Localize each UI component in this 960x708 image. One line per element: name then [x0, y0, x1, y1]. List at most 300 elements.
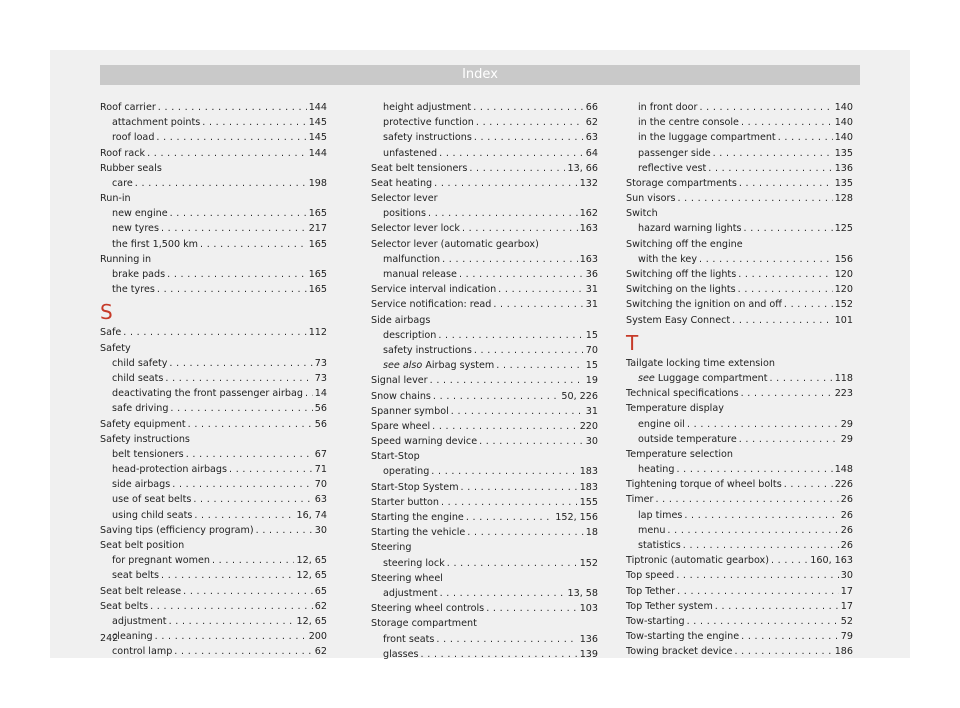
index-entry [626, 629, 853, 644]
entry-page-ref: 183 [579, 466, 598, 478]
entry-term: Tightening torque of wheel bolts [626, 479, 782, 491]
index-subentry [626, 115, 853, 130]
dot-leader [169, 614, 295, 629]
index-subentry [626, 130, 853, 145]
index-entry [371, 313, 598, 328]
index-entry [371, 282, 598, 297]
index-entry [371, 480, 598, 495]
entry-page-ref: 36 [585, 269, 598, 281]
index-entry [371, 237, 598, 252]
index-subentry [371, 100, 598, 115]
entry-term: Tow-starting [626, 615, 685, 627]
entry-page-ref: 79 [840, 631, 853, 643]
entry-term: System Easy Connect [626, 314, 731, 326]
entry-page-ref: 148 [834, 464, 853, 476]
entry-term: control lamp [112, 646, 173, 658]
index-subentry [626, 432, 853, 447]
entry-page-ref: 183 [579, 481, 598, 493]
entry-term: Spanner symbol [371, 405, 449, 417]
entry-term: Running in [100, 253, 152, 265]
index-subentry [371, 586, 598, 601]
entry-term: Seat belt release [100, 585, 182, 597]
dot-leader [687, 614, 839, 629]
index-subentry [371, 358, 598, 373]
dot-leader [708, 161, 832, 176]
index-entry [371, 571, 598, 586]
index-entry [371, 222, 598, 237]
entry-page-ref: 140 [834, 101, 853, 113]
index-subentry [626, 146, 853, 161]
index-entry [371, 495, 598, 510]
dot-leader [676, 462, 832, 477]
entry-term: glasses [383, 648, 419, 660]
entry-page-ref: 26 [840, 509, 853, 521]
entry-term: new tyres [112, 223, 159, 235]
entry-page-ref: 13, 66 [567, 162, 598, 174]
dot-leader [738, 282, 833, 297]
entry-page-ref: 118 [834, 372, 853, 384]
dot-leader [741, 629, 839, 644]
dot-leader [150, 599, 313, 614]
entry-page-ref: 223 [834, 388, 853, 400]
index-entry [100, 252, 327, 267]
index-subentry [371, 556, 598, 571]
index-subentry [100, 493, 327, 508]
index-subentry [100, 644, 327, 659]
entry-page-ref: 26 [840, 494, 853, 506]
manual-page [50, 50, 910, 658]
entry-page-ref: 128 [834, 193, 853, 205]
index-column-2 [371, 100, 598, 662]
entry-page-ref: 145 [308, 117, 327, 129]
page-header [100, 65, 860, 85]
index-entry [626, 477, 853, 492]
index-subentry [100, 371, 327, 386]
entry-page-ref: 70 [314, 479, 327, 491]
dot-leader [194, 508, 294, 523]
entry-term: Tiptronic (automatic gearbox) [626, 555, 769, 567]
index-subentry [626, 371, 853, 386]
dot-leader [713, 146, 833, 161]
entry-page-ref: 66 [585, 101, 598, 113]
entry-term: Timer [626, 494, 654, 506]
entry-term: Seat belt tensioners [371, 162, 468, 174]
entry-page-ref: 18 [585, 527, 598, 539]
index-subentry [100, 447, 327, 462]
dot-leader [683, 538, 839, 553]
index-subentry [100, 401, 327, 416]
entry-page-ref: 144 [308, 147, 327, 159]
index-subentry [100, 267, 327, 282]
entry-page-ref: 71 [314, 464, 327, 476]
entry-page-ref: 65 [314, 585, 327, 597]
index-subentry [626, 252, 853, 267]
entry-term: protective function [383, 117, 474, 129]
entry-page-ref: 101 [834, 314, 853, 326]
dot-leader [186, 447, 313, 462]
entry-page-ref: 30 [585, 436, 598, 448]
entry-term: lap times [638, 509, 683, 521]
entry-term: safe driving [112, 403, 169, 415]
entry-page-ref: 70 [585, 344, 598, 356]
entry-page-ref: 140 [834, 132, 853, 144]
dot-leader [169, 356, 312, 371]
dot-leader [684, 508, 838, 523]
index-subentry [371, 328, 598, 343]
index-entry [100, 599, 327, 614]
entry-term: child seats [112, 372, 164, 384]
entry-term: Selector lever (automatic gearbox) [371, 238, 539, 250]
entry-page-ref: 16, 74 [296, 509, 327, 521]
entry-term: Top Tether [626, 585, 676, 597]
entry-term: side airbags [112, 479, 171, 491]
dot-leader [741, 386, 833, 401]
index-entry [626, 206, 853, 221]
index-subentry [626, 508, 853, 523]
entry-term: height adjustment [383, 101, 472, 113]
entry-term: Top Tether system [626, 600, 713, 612]
index-entry [371, 540, 598, 555]
entry-page-ref: 14 [314, 388, 327, 400]
index-letter-heading: S [100, 300, 113, 325]
index-subentry [100, 206, 327, 221]
entry-term: malfunction [383, 253, 441, 265]
entry-page-ref: 160, 163 [810, 555, 853, 567]
index-entry [100, 417, 327, 432]
index-subentry [626, 523, 853, 538]
index-entry [371, 404, 598, 419]
entry-term: belt tensioners [112, 448, 184, 460]
entry-page-ref: 135 [834, 177, 853, 189]
dot-leader [655, 492, 838, 507]
entry-page-ref: 50, 226 [561, 390, 598, 402]
dot-leader [476, 115, 584, 130]
entry-page-ref: 165 [308, 269, 327, 281]
entry-page-ref: 156 [834, 253, 853, 265]
dot-leader [170, 206, 307, 221]
dot-leader [741, 115, 833, 130]
entry-term: Start-Stop System [371, 481, 459, 493]
index-subentry [100, 282, 327, 297]
index-subentry [626, 100, 853, 115]
entry-page-ref: 73 [314, 372, 327, 384]
entry-page-ref: 120 [834, 269, 853, 281]
entry-page-ref: 62 [314, 646, 327, 658]
entry-term: engine oil [638, 418, 685, 430]
entry-term: manual release [383, 269, 457, 281]
entry-term: in the centre console [638, 117, 739, 129]
entry-term: Switching the ignition on and off [626, 299, 782, 311]
index-subentry [626, 161, 853, 176]
dot-leader [442, 252, 578, 267]
dot-leader [769, 371, 832, 386]
entry-term: Signal lever [371, 375, 428, 387]
entry-page-ref: 155 [579, 496, 598, 508]
index-entry [100, 161, 327, 176]
entry-page-ref: 15 [585, 329, 598, 341]
entry-term: Run-in [100, 193, 131, 205]
entry-page-ref: 136 [834, 162, 853, 174]
index-subentry [371, 647, 598, 662]
index-entry [371, 525, 598, 540]
dot-leader [784, 477, 833, 492]
entry-term: safety instructions [383, 132, 472, 144]
entry-term: new engine [112, 208, 168, 220]
dot-leader [479, 434, 584, 449]
dot-leader [699, 100, 832, 115]
index-subentry [100, 115, 327, 130]
index-entry [626, 191, 853, 206]
entry-page-ref: 31 [585, 299, 598, 311]
entry-term: Temperature selection [626, 448, 733, 460]
entry-term: hazard warning lights [638, 223, 742, 235]
entry-term: Steering wheel controls [371, 603, 485, 615]
index-entry [626, 614, 853, 629]
entry-term: cleaning [112, 631, 153, 643]
entry-page-ref: 139 [579, 648, 598, 660]
dot-leader [123, 325, 306, 340]
dot-leader [699, 252, 833, 267]
index-entry [626, 644, 853, 659]
dot-leader [431, 464, 577, 479]
entry-term: adjustment [112, 615, 167, 627]
entry-term: the first 1,500 km [112, 238, 199, 250]
entry-term: outside temperature [638, 433, 737, 445]
index-entry [100, 523, 327, 538]
entry-term: Snow chains [371, 390, 431, 402]
index-entry [100, 432, 327, 447]
entry-term: reflective vest [638, 162, 707, 174]
index-entry [100, 146, 327, 161]
dot-leader [469, 161, 565, 176]
entry-page-ref: 56 [314, 418, 327, 430]
index-subentry [100, 130, 327, 145]
entry-page-ref: 30 [840, 570, 853, 582]
entry-term: Tow-starting the engine [626, 631, 740, 643]
index-subentry [100, 553, 327, 568]
dot-leader [436, 632, 577, 647]
dot-leader [172, 477, 313, 492]
entry-page-ref: 136 [579, 633, 598, 645]
dot-leader [732, 313, 833, 328]
dot-leader [170, 401, 312, 416]
entry-term: Service interval indication [371, 284, 497, 296]
entry-term: Seat belts [100, 600, 149, 612]
entry-page-ref: 165 [308, 284, 327, 296]
entry-page-ref: 12, 65 [296, 615, 327, 627]
entry-term: roof load [112, 132, 155, 144]
entry-page-ref: 132 [579, 177, 598, 189]
dot-leader [739, 432, 839, 447]
entry-page-ref: 125 [834, 223, 853, 235]
index-entry [100, 100, 327, 115]
index-subentry [100, 222, 327, 237]
dot-leader [467, 525, 583, 540]
index-entry [371, 510, 598, 525]
entry-term: Safety equipment [100, 418, 186, 430]
entry-page-ref: 162 [579, 208, 598, 220]
dot-leader [459, 267, 584, 282]
entry-page-ref: 220 [579, 420, 598, 432]
dot-leader [451, 404, 584, 419]
entry-page-ref: 12, 65 [296, 570, 327, 582]
entry-term: Safety instructions [100, 433, 190, 445]
entry-page-ref: 112 [308, 327, 327, 339]
dot-leader [778, 130, 833, 145]
entry-term: see Luggage compartment [638, 372, 768, 384]
index-entry [626, 401, 853, 416]
index-subentry [371, 206, 598, 221]
page-title: Index [462, 67, 498, 82]
dot-leader [305, 386, 313, 401]
index-subentry [626, 462, 853, 477]
index-subentry [371, 465, 598, 480]
entry-term: for pregnant women [112, 555, 210, 567]
index-entry [626, 447, 853, 462]
index-entry [100, 538, 327, 553]
entry-term: Towing bracket device [626, 646, 733, 658]
entry-term: Roof carrier [100, 101, 156, 113]
entry-page-ref: 163 [579, 253, 598, 265]
entry-page-ref: 144 [308, 101, 327, 113]
dot-leader [739, 176, 833, 191]
index-entry [626, 553, 853, 568]
index-entry [626, 493, 853, 508]
dot-leader [498, 282, 584, 297]
entry-page-ref: 31 [585, 405, 598, 417]
dot-leader [441, 495, 578, 510]
index-column-3 [626, 100, 853, 660]
index-entry [100, 325, 327, 340]
entry-term: Seat belt position [100, 540, 185, 552]
entry-page-ref: 140 [834, 117, 853, 129]
entry-term: Seat heating [371, 177, 433, 189]
entry-page-ref: 165 [308, 208, 327, 220]
dot-leader [496, 358, 584, 373]
entry-term: Tailgate locking time extension [626, 357, 775, 369]
dot-leader [493, 297, 583, 312]
entry-term: Steering [371, 542, 412, 554]
entry-term: Spare wheel [371, 420, 431, 432]
entry-page-ref: 52 [840, 615, 853, 627]
dot-leader [157, 282, 307, 297]
entry-page-ref: 30 [314, 524, 327, 536]
entry-term: deactivating the front passenger airbag [112, 388, 303, 400]
entry-page-ref: 15 [585, 360, 598, 372]
entry-term: Saving tips (efficiency program) [100, 524, 254, 536]
entry-term: Service notification: read [371, 299, 492, 311]
index-subentry [371, 130, 598, 145]
entry-term: Start-Stop [371, 451, 420, 463]
entry-term: Top speed [626, 570, 675, 582]
index-entry [626, 584, 853, 599]
index-entry [371, 297, 598, 312]
entry-term: Switching on the lights [626, 284, 736, 296]
index-subentry [371, 632, 598, 647]
dot-leader [461, 480, 578, 495]
dot-leader [677, 584, 839, 599]
dot-leader [135, 176, 307, 191]
index-subentry [100, 356, 327, 371]
dot-leader [771, 553, 808, 568]
entry-term: head-protection airbags [112, 464, 228, 476]
index-entry [626, 282, 853, 297]
index-entry [626, 386, 853, 401]
entry-page-ref: 103 [579, 603, 598, 615]
dot-leader [156, 130, 306, 145]
entry-term: Storage compartments [626, 177, 737, 189]
index-entry [626, 356, 853, 371]
index-entry [626, 599, 853, 614]
entry-term: safety instructions [383, 344, 472, 356]
entry-term: see also Airbag system [383, 360, 495, 372]
entry-term: Starting the vehicle [371, 527, 466, 539]
index-entry [626, 313, 853, 328]
dot-leader [715, 599, 839, 614]
index-entry [371, 419, 598, 434]
entry-page-ref: 26 [840, 524, 853, 536]
index-entry [371, 616, 598, 631]
entry-term: using child seats [112, 509, 193, 521]
entry-term: Switching off the lights [626, 269, 737, 281]
index-column-1 [100, 100, 327, 660]
dot-leader [256, 523, 313, 538]
entry-page-ref: 62 [585, 117, 598, 129]
dot-leader [188, 417, 313, 432]
dot-leader [229, 462, 313, 477]
entry-page-ref: 19 [585, 375, 598, 387]
entry-page-ref: 73 [314, 357, 327, 369]
index-entry [371, 161, 598, 176]
entry-term: child safety [112, 357, 168, 369]
entry-term: Rubber seals [100, 162, 162, 174]
index-entry [371, 449, 598, 464]
index-entry [371, 176, 598, 191]
dot-leader [161, 221, 307, 236]
dot-leader [447, 556, 578, 571]
dot-leader [212, 553, 295, 568]
entry-term: adjustment [383, 587, 438, 599]
entry-page-ref: 145 [308, 132, 327, 144]
entry-term: Starter button [371, 496, 439, 508]
index-subentry [371, 146, 598, 161]
dot-leader [466, 510, 553, 525]
index-subentry [100, 237, 327, 252]
index-subentry [626, 417, 853, 432]
entry-page-ref: 152 [579, 557, 598, 569]
dot-leader [430, 373, 584, 388]
dot-leader [784, 297, 833, 312]
dot-leader [439, 146, 584, 161]
index-entry [371, 373, 598, 388]
index-subentry [371, 267, 598, 282]
index-letter-heading: T [626, 330, 639, 355]
dot-leader [421, 647, 578, 662]
index-subentry [100, 629, 327, 644]
entry-term: Side airbags [371, 314, 431, 326]
entry-term: Switching off the engine [626, 238, 743, 250]
entry-term: Safe [100, 327, 122, 339]
dot-leader [202, 115, 306, 130]
index-subentry [100, 614, 327, 629]
page-number: 242 [100, 633, 119, 644]
entry-term: brake pads [112, 269, 166, 281]
index-entry [100, 584, 327, 599]
index-entry [100, 191, 327, 206]
entry-term: Sun visors [626, 193, 676, 205]
dot-leader [428, 206, 578, 221]
entry-page-ref: 152 [834, 299, 853, 311]
